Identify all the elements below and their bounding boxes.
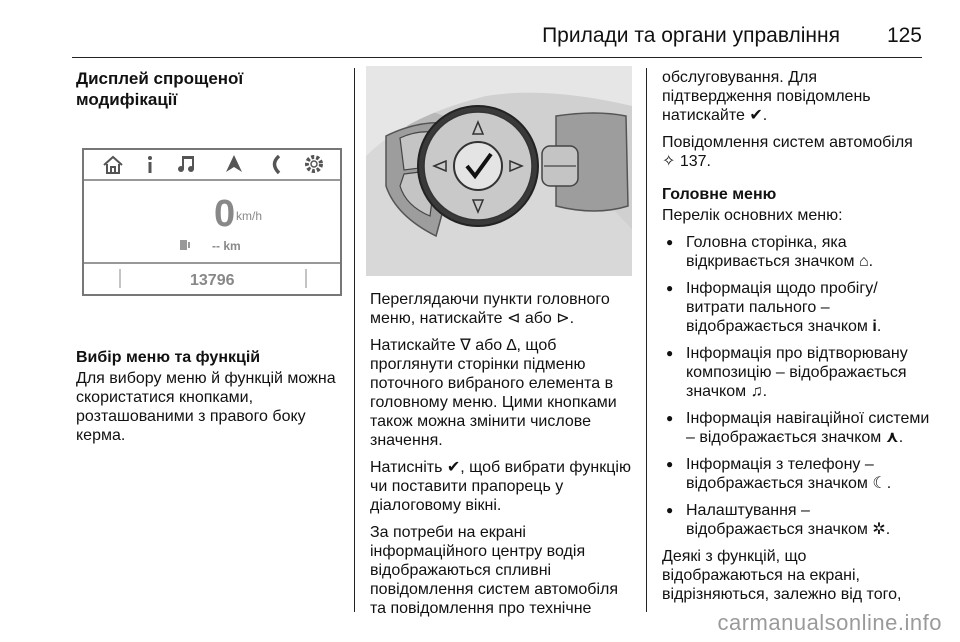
- check-icon: ✔: [749, 107, 763, 124]
- home-icon: ⌂: [858, 253, 869, 270]
- navigation-icon: ⋏: [885, 429, 899, 446]
- speed-unit: km/h: [236, 209, 263, 223]
- column-2: [370, 290, 632, 626]
- paragraph-menu-selection: Для вибору меню й функцій можна скористатися кнопками, розташованими з правого боку керма.: [76, 370, 336, 444]
- list-item: ● Інформація навігаційної системи – відображається значком ⋏.: [662, 409, 930, 447]
- arrow-left-icon: ⊲: [506, 310, 521, 327]
- list-item: ● Інформація про відтворювану композицію – відображається значком ♫.: [662, 344, 930, 401]
- settings-icon: [307, 157, 321, 171]
- column-1-text: [76, 348, 348, 453]
- list-item: ● Інформація щодо пробігу/ витрати пального – відображається значком i.: [662, 279, 930, 336]
- paragraph-confirm: обслуговування. Для підтвердження повідомлень натискайте ✔.: [662, 69, 871, 124]
- paragraph-menu-list-intro: Перелік основних меню:: [662, 207, 843, 224]
- paragraph-submenu: Натискайте ∇ або ∆, щоб проглянути сторінки підменю поточного вибраного елемента в головному меню. Цими кнопками також можна змінити числове значення.: [370, 337, 617, 449]
- range-value: -- km: [212, 239, 241, 253]
- section-title: Дисплей спрощеної модифікації: [76, 69, 244, 109]
- paragraph-browse-menu: Переглядаючи пункти головного меню, натискайте ⊲ або ⊳.: [370, 291, 610, 327]
- settings-icon: ✲: [872, 521, 886, 538]
- page-header: [0, 24, 960, 58]
- paragraph-vehicle-messages: Повідомлення систем автомобіля ✧ 137.: [662, 134, 913, 170]
- speed-value: 0: [214, 193, 236, 235]
- arrow-right-icon: ⊳: [556, 310, 570, 327]
- page-reference: ✧ 137.: [662, 153, 711, 170]
- paragraph-tail: Деякі з функцій, що відображаються на екрані, відрізняються, залежно від того,: [662, 548, 902, 603]
- main-menu-list: [662, 233, 930, 539]
- check-icon: ✔: [446, 459, 461, 476]
- list-item: ● Інформація з телефону – відображається значком ☾.: [662, 455, 930, 493]
- header-rule: [72, 57, 922, 58]
- list-item: ● Налаштування – відображається значком ✲.: [662, 501, 930, 539]
- column-1: [76, 68, 346, 110]
- paragraph-popups: За потреби на екрані інформаційного центру водія відображаються спливні повідомлення систем автомобіля та повідомлення про технічне: [370, 524, 619, 617]
- column-3: [662, 68, 930, 612]
- wheel-drawing: [366, 66, 632, 276]
- fuel-icon: [180, 240, 190, 250]
- arrow-up-icon: ∆: [506, 337, 517, 354]
- list-item: ● Головна сторінка, яка відкривається значком ⌂.: [662, 233, 930, 271]
- phone-icon: [275, 156, 280, 173]
- heading-main-menu: Головне меню: [662, 186, 777, 203]
- odometer-value: 13796: [190, 272, 235, 289]
- steering-wheel-controls-illustration: [366, 66, 632, 276]
- page-number: 125: [886, 24, 922, 47]
- arrow-down-icon: ∇: [460, 337, 471, 354]
- instrument-display-illustration: [82, 148, 342, 296]
- display-drawing: [84, 150, 340, 294]
- subheading-menu-selection: Вибір меню та функцій: [76, 349, 261, 366]
- column-divider-left: [354, 68, 355, 612]
- navigation-icon: [226, 155, 242, 172]
- music-icon: [178, 156, 194, 172]
- home-icon: [104, 157, 122, 173]
- watermark: carmanualsonline.info: [717, 610, 942, 635]
- info-icon: [148, 156, 152, 173]
- phone-icon: ☾: [872, 475, 887, 492]
- page-title: Прилади та органи управління: [542, 24, 840, 47]
- info-icon: i: [872, 318, 877, 335]
- music-icon: ♫: [750, 383, 763, 400]
- column-divider-right: [646, 68, 647, 612]
- paragraph-select: Натисніть ✔, щоб вибрати функцію чи поставити прапорець у діалоговому вікні.: [370, 459, 631, 514]
